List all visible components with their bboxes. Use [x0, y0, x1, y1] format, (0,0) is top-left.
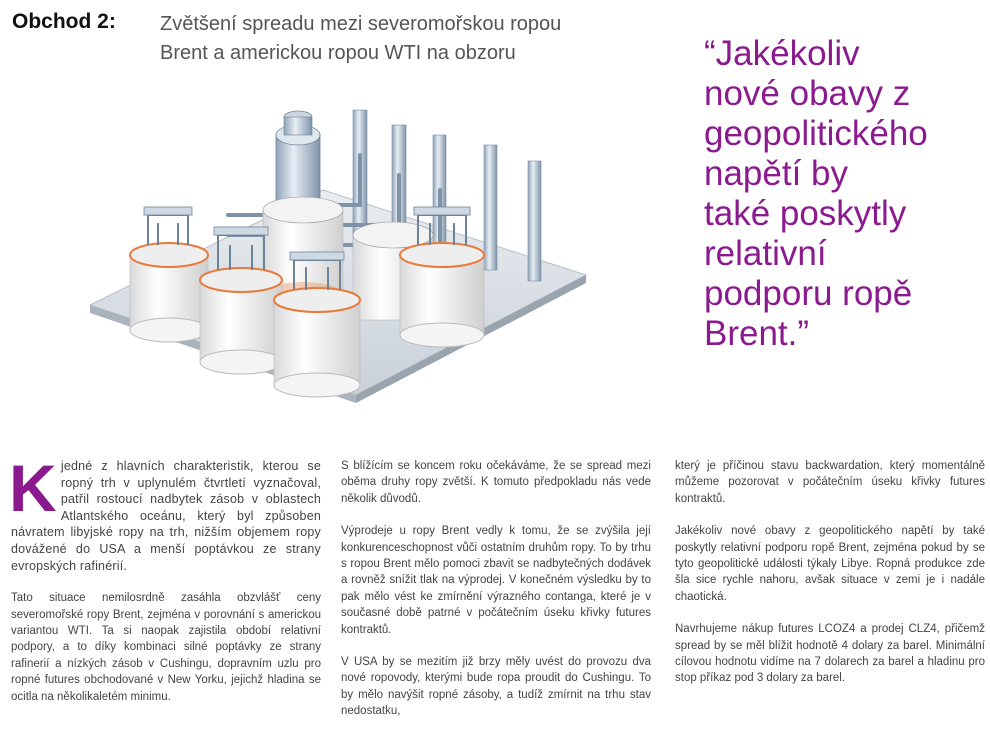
oil-refinery-illustration [88, 95, 588, 410]
paragraph: Výprodeje u ropy Brent vedly k tomu, že se zvýšila její konkurenceschopnost vůči ostatním druhům ropy. To by trhu s ropou Brent mělo pomoci zbavit se nadbytečných dodávek a rovněž snížit tlak na výprodej. V konečném výsledku by to pak mělo vést ke zmírnění výrazného contanga, které je v současné době patrné v počátečním úseku křivky futures kontraktů. [341, 525, 651, 636]
paragraph: V USA by se mezitím již brzy měly uvést do provozu dva nové ropovody, kterými bude ropa proudit do Cushingu. To by mělo navýšit ropné zásoby, a tudíž zmírnit na trhu stav nedostatku, [341, 656, 651, 718]
paragraph: Navrhujeme nákup futures LCOZ4 a prodej CLZ4, přičemž spread by se měl blížit hodnotě 4 dolary za barel. Minimální cílovou hodnotu vidíme na 7 dolarech za barel a hladinu pro stop příkaz pod 3 dolary za barel. [675, 623, 985, 685]
drop-cap: K [9, 451, 57, 525]
article-column-1 [9, 451, 321, 721]
trade-title: Zvětšení spreadu mezi severomořskou ropou Brent a americkou ropou WTI na obzoru [160, 13, 562, 64]
paragraph: který je příčinou stavu backwardation, který momentálně můžeme pozorovat v počátečním úseku křivky futures kontraktů. [675, 460, 985, 505]
paragraph: S blížícím se koncem roku očekáváme, že se spread mezi oběma druhy ropy zvětší. K tomuto předpokladu nás vede několik důvodů. [341, 460, 651, 505]
lead-paragraph [9, 451, 321, 574]
trade-label: Obchod 2: [12, 10, 116, 33]
pull-quote: “Jakékoliv nové obavy z geopolitického napětí by také poskytly relativní podporu ropě Brent.” [704, 34, 928, 353]
lead-text: jedné z hlavních charakteristik, kterou se ropný trh v uplynulém čtvrtletí vyznačoval, patřil rostoucí nadbytek zásob v oblastech Atlantského oceánu, který byl způsoben návratem libyjské ropy na trh, nižším objemem ropy dovážené do USA a menší poptávkou ze strany evropských rafinérií. [11, 459, 321, 573]
paragraph: Tato situace nemilosrdně zasáhla obzvlášť ceny severomořské ropy Brent, zejména v porovnání s americkou variantou WTI. Ta si naopak zajistila období relativní podpory, a to díky kombinaci silné poptávky ze strany rafinerií a nízkých zásob v Cushingu, dopravním uzlu pro ropné futures obchodované v New Yorku, jejichž hladina se ocitla na několikaletém minimu. [11, 592, 321, 703]
article-column-2 [341, 458, 651, 736]
paragraph: Jakékoliv nové obavy z geopolitického napětí by také poskytly relativní podporu ropě Brent, zejména pokud by se tyto geopolitické události týkaly Libye. Ropná produkce zde šla sice rychle nahoru, avšak situace v zemi je i nadále chaotická. [675, 525, 985, 603]
article-column-3 [675, 458, 985, 703]
